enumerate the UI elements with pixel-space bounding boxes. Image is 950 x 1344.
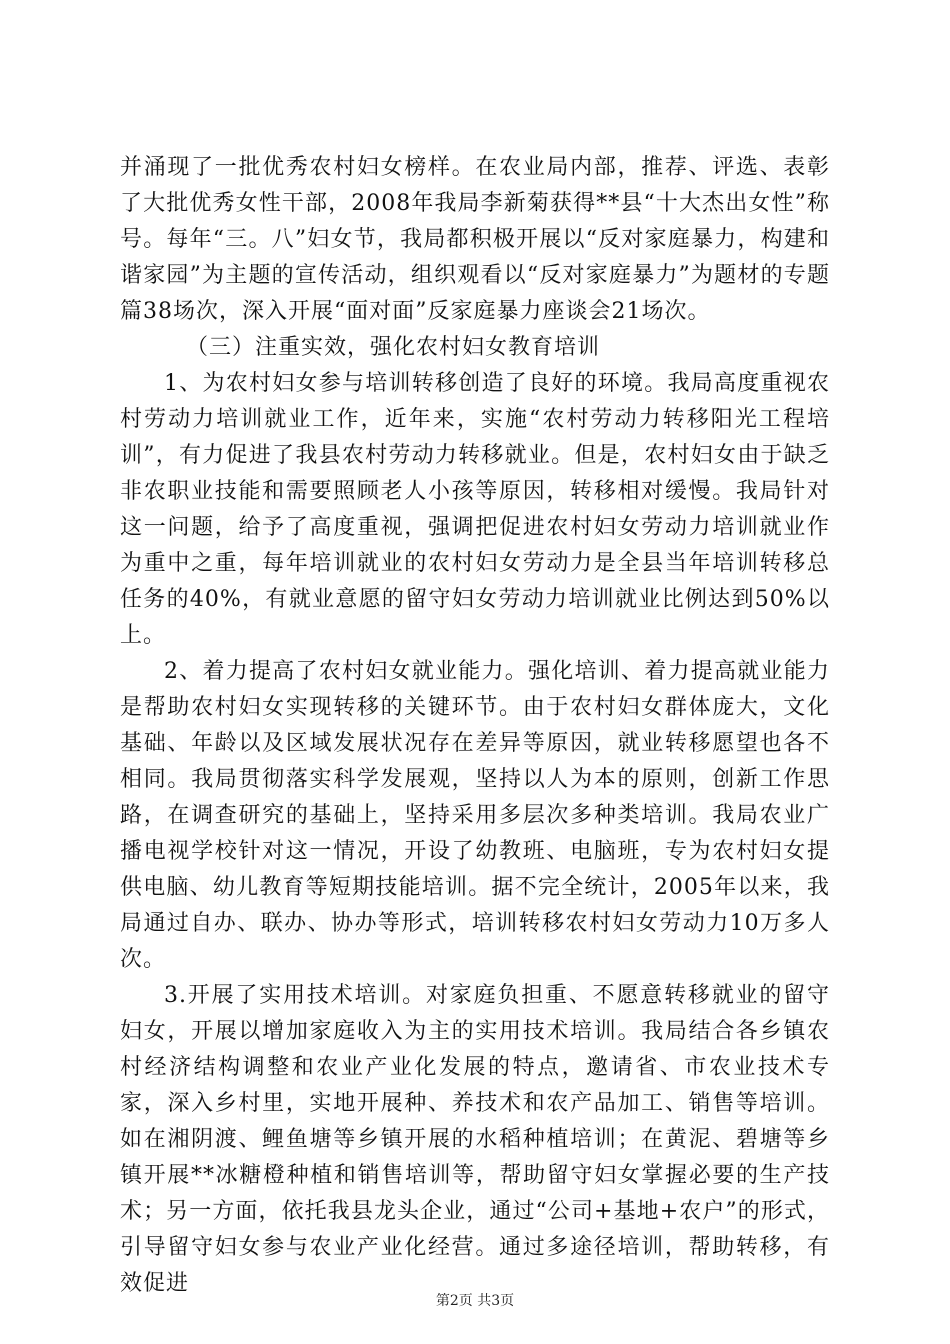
paragraph-practical-technology-training: 3.开展了实用技术培训。对家庭负担重、不愿意转移就业的留守妇女，开展以增加家庭收入为主的实用技术培训。我局结合各乡镇农村经济结构调整和农业产业化发展的特点，邀请省、市农业技术专家，深入乡村里，实地开展种、养技术和农产品加工、销售等培训。如在湘阴渡、鲤鱼塘等乡镇开展的水稻种植培训；在黄泥、碧塘等乡镇开展**冰糖橙种植和销售培训等，帮助留守妇女掌握必要的生产技术；另一方面，依托我县龙头企业，通过“公司+基地+农户”的形式，引导留守妇女参与农业产业化经营。通过多途径培训，帮助转移，有效促进 bbox=[120, 983, 830, 1296]
page-footer: 第2页 共3页 bbox=[435, 1293, 515, 1309]
paragraph-training-environment: 1、为农村妇女参与培训转移创造了良好的环境。我局高度重视农村劳动力培训就业工作，近年来，实施“农村劳动力转移阳光工程培训”，有力促进了我县农村劳动力转移就业。但是，农村妇女由于缺乏非农职业技能和需要照顾老人小孩等原因，转移相对缓慢。我局针对这一问题，给予了高度重视，强调把促进农村妇女劳动力培训就业作为重中之重，每年培训就业的农村妇女劳动力是全县当年培训转移总任务的40%，有就业意愿的留守妇女劳动力培训就业比例达到50%以上。 bbox=[120, 371, 830, 648]
paragraph-employment-ability: 2、着力提高了农村妇女就业能力。强化培训、着力提高就业能力是帮助农村妇女实现转移的关键环节。由于农村妇女群体庞大，文化基础、年龄以及区域发展状况存在差异等原因，就业转移愿望也各不相同。我局贯彻落实科学发展观，坚持以人为本的原则，创新工作思路，在调查研究的基础上，坚持采用多层次多种类培训。我局农业广播电视学校针对这一情况，开设了幼教班、电脑班，专为农村妇女提供电脑、幼儿教育等短期技能培训。据不完全统计，2005年以来，我局通过自办、联办、协办等形式，培训转移农村妇女劳动力10万多人次。 bbox=[120, 659, 830, 972]
section-heading-education-training: （三）注重实效，强化农村妇女教育培训 bbox=[186, 335, 601, 360]
document-body bbox=[120, 150, 830, 1302]
paragraph-women-role-models: 并涌现了一批优秀农村妇女榜样。在农业局内部，推荐、评选、表彰了大批优秀女性干部，2008年我局李新菊获得**县“十大杰出女性”称号。每年“三。八”妇女节，我局都积极开展以“反对家庭暴力，构建和谐家园”为主题的宣传活动，组织观看以“反对家庭暴力”为题材的专题篇38场次，深入开展“面对面”反家庭暴力座谈会21场次。 bbox=[120, 155, 830, 324]
